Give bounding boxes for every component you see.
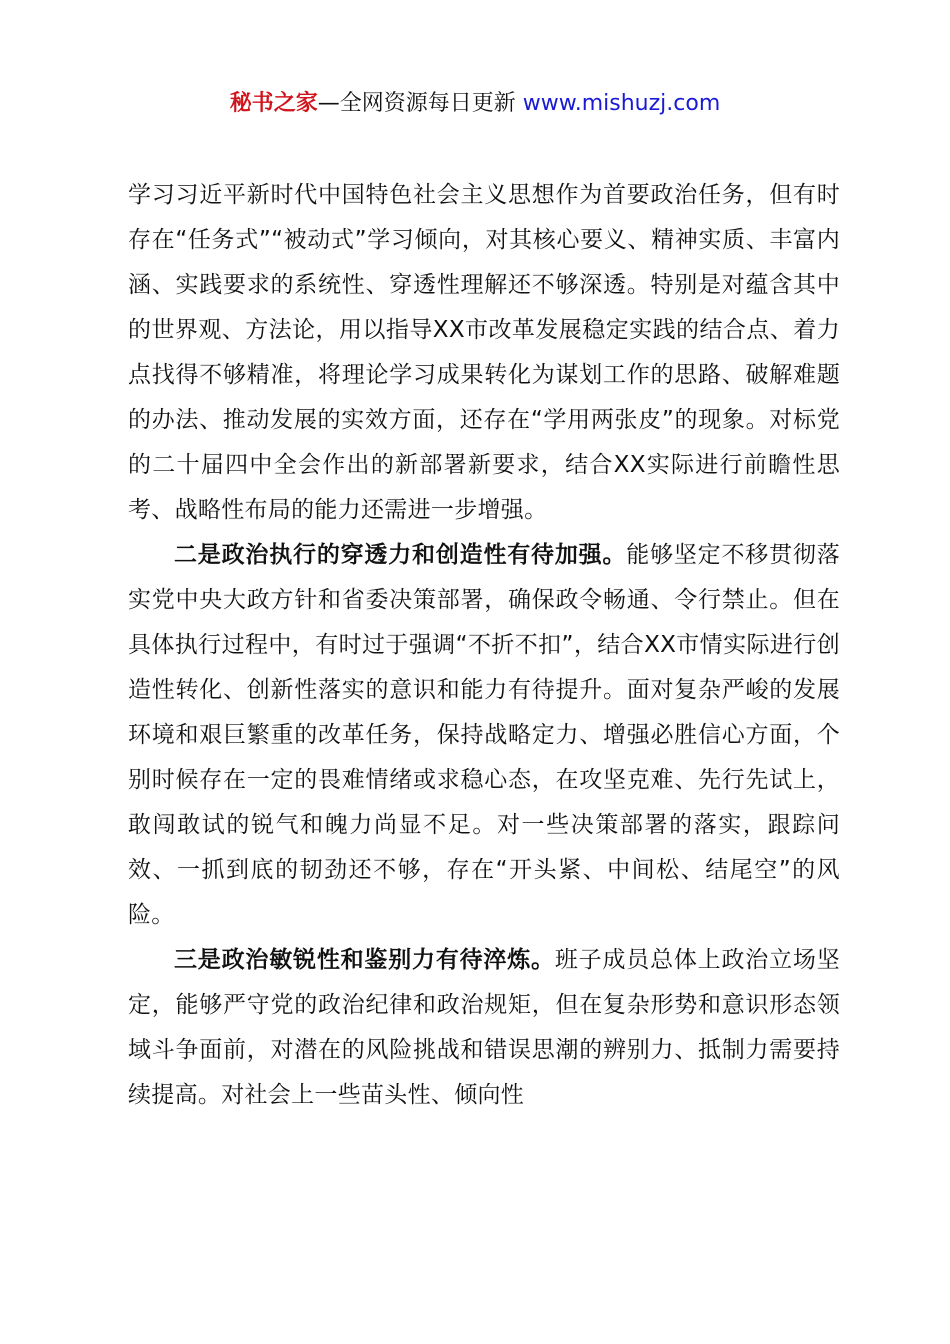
document-body (128, 173, 840, 1118)
paragraph-text: 能够坚定不移贯彻落实党中央大政方针和省委决策部署，确保政令畅通、令行禁止。但在具体执行过程中，有时过于强调“不折不扣”，结合XX市情实际进行创造性转化、创新性落实的意识和能力有待提升。面对复杂严峻的发展环境和艰巨繁重的改革任务，保持战略定力、增强必胜信心方面，个别时候存在一定的畏难情绪或求稳心态，在攻坚克难、先行先试上，敢闯敢试的锐气和魄力尚显不足。对一些决策部署的落实，跟踪问效、一抓到底的韧劲还不够，存在“开头紧、中间松、结尾空”的风险。 (128, 542, 840, 928)
paragraph-2 (128, 533, 840, 938)
header-tagline: —全网资源每日更新 (317, 91, 523, 116)
paragraph-text: 学习习近平新时代中国特色社会主义思想作为首要政治任务，但有时存在“任务式”“被动式”学习倾向，对其核心要义、精神实质、丰富内涵、实践要求的系统性、穿透性理解还不够深透。特别是对蕴含其中的世界观、方法论，用以指导XX市改革发展稳定实践的结合点、着力点找得不够精准，将理论学习成果转化为谋划工作的思路、破解难题的办法、推动发展的实效方面，还存在“学用两张皮”的现象。对标党的二十届四中全会作出的新部署新要求，结合XX实际进行前瞻性思考、战略性布局的能力还需进一步增强。 (128, 182, 840, 523)
paragraph-lead: 三是政治敏锐性和鉴别力有待淬炼。 (174, 947, 555, 973)
site-header (0, 88, 950, 120)
site-url-link[interactable]: www.mishuzj.com (522, 91, 721, 116)
paragraph-lead: 二是政治执行的穿透力和创造性有待加强。 (174, 542, 627, 568)
paragraph-text: 班子成员总体上政治立场坚定，能够严守党的政治纪律和政治规矩，但在复杂形势和意识形态领域斗争面前，对潜在的风险挑战和错误思潮的辨别力、抵制力需要持续提高。对社会上一些苗头性、倾向性 (128, 947, 840, 1108)
paragraph-1 (128, 173, 840, 533)
paragraph-3 (128, 938, 840, 1118)
brand-name: 秘书之家 (229, 91, 318, 116)
